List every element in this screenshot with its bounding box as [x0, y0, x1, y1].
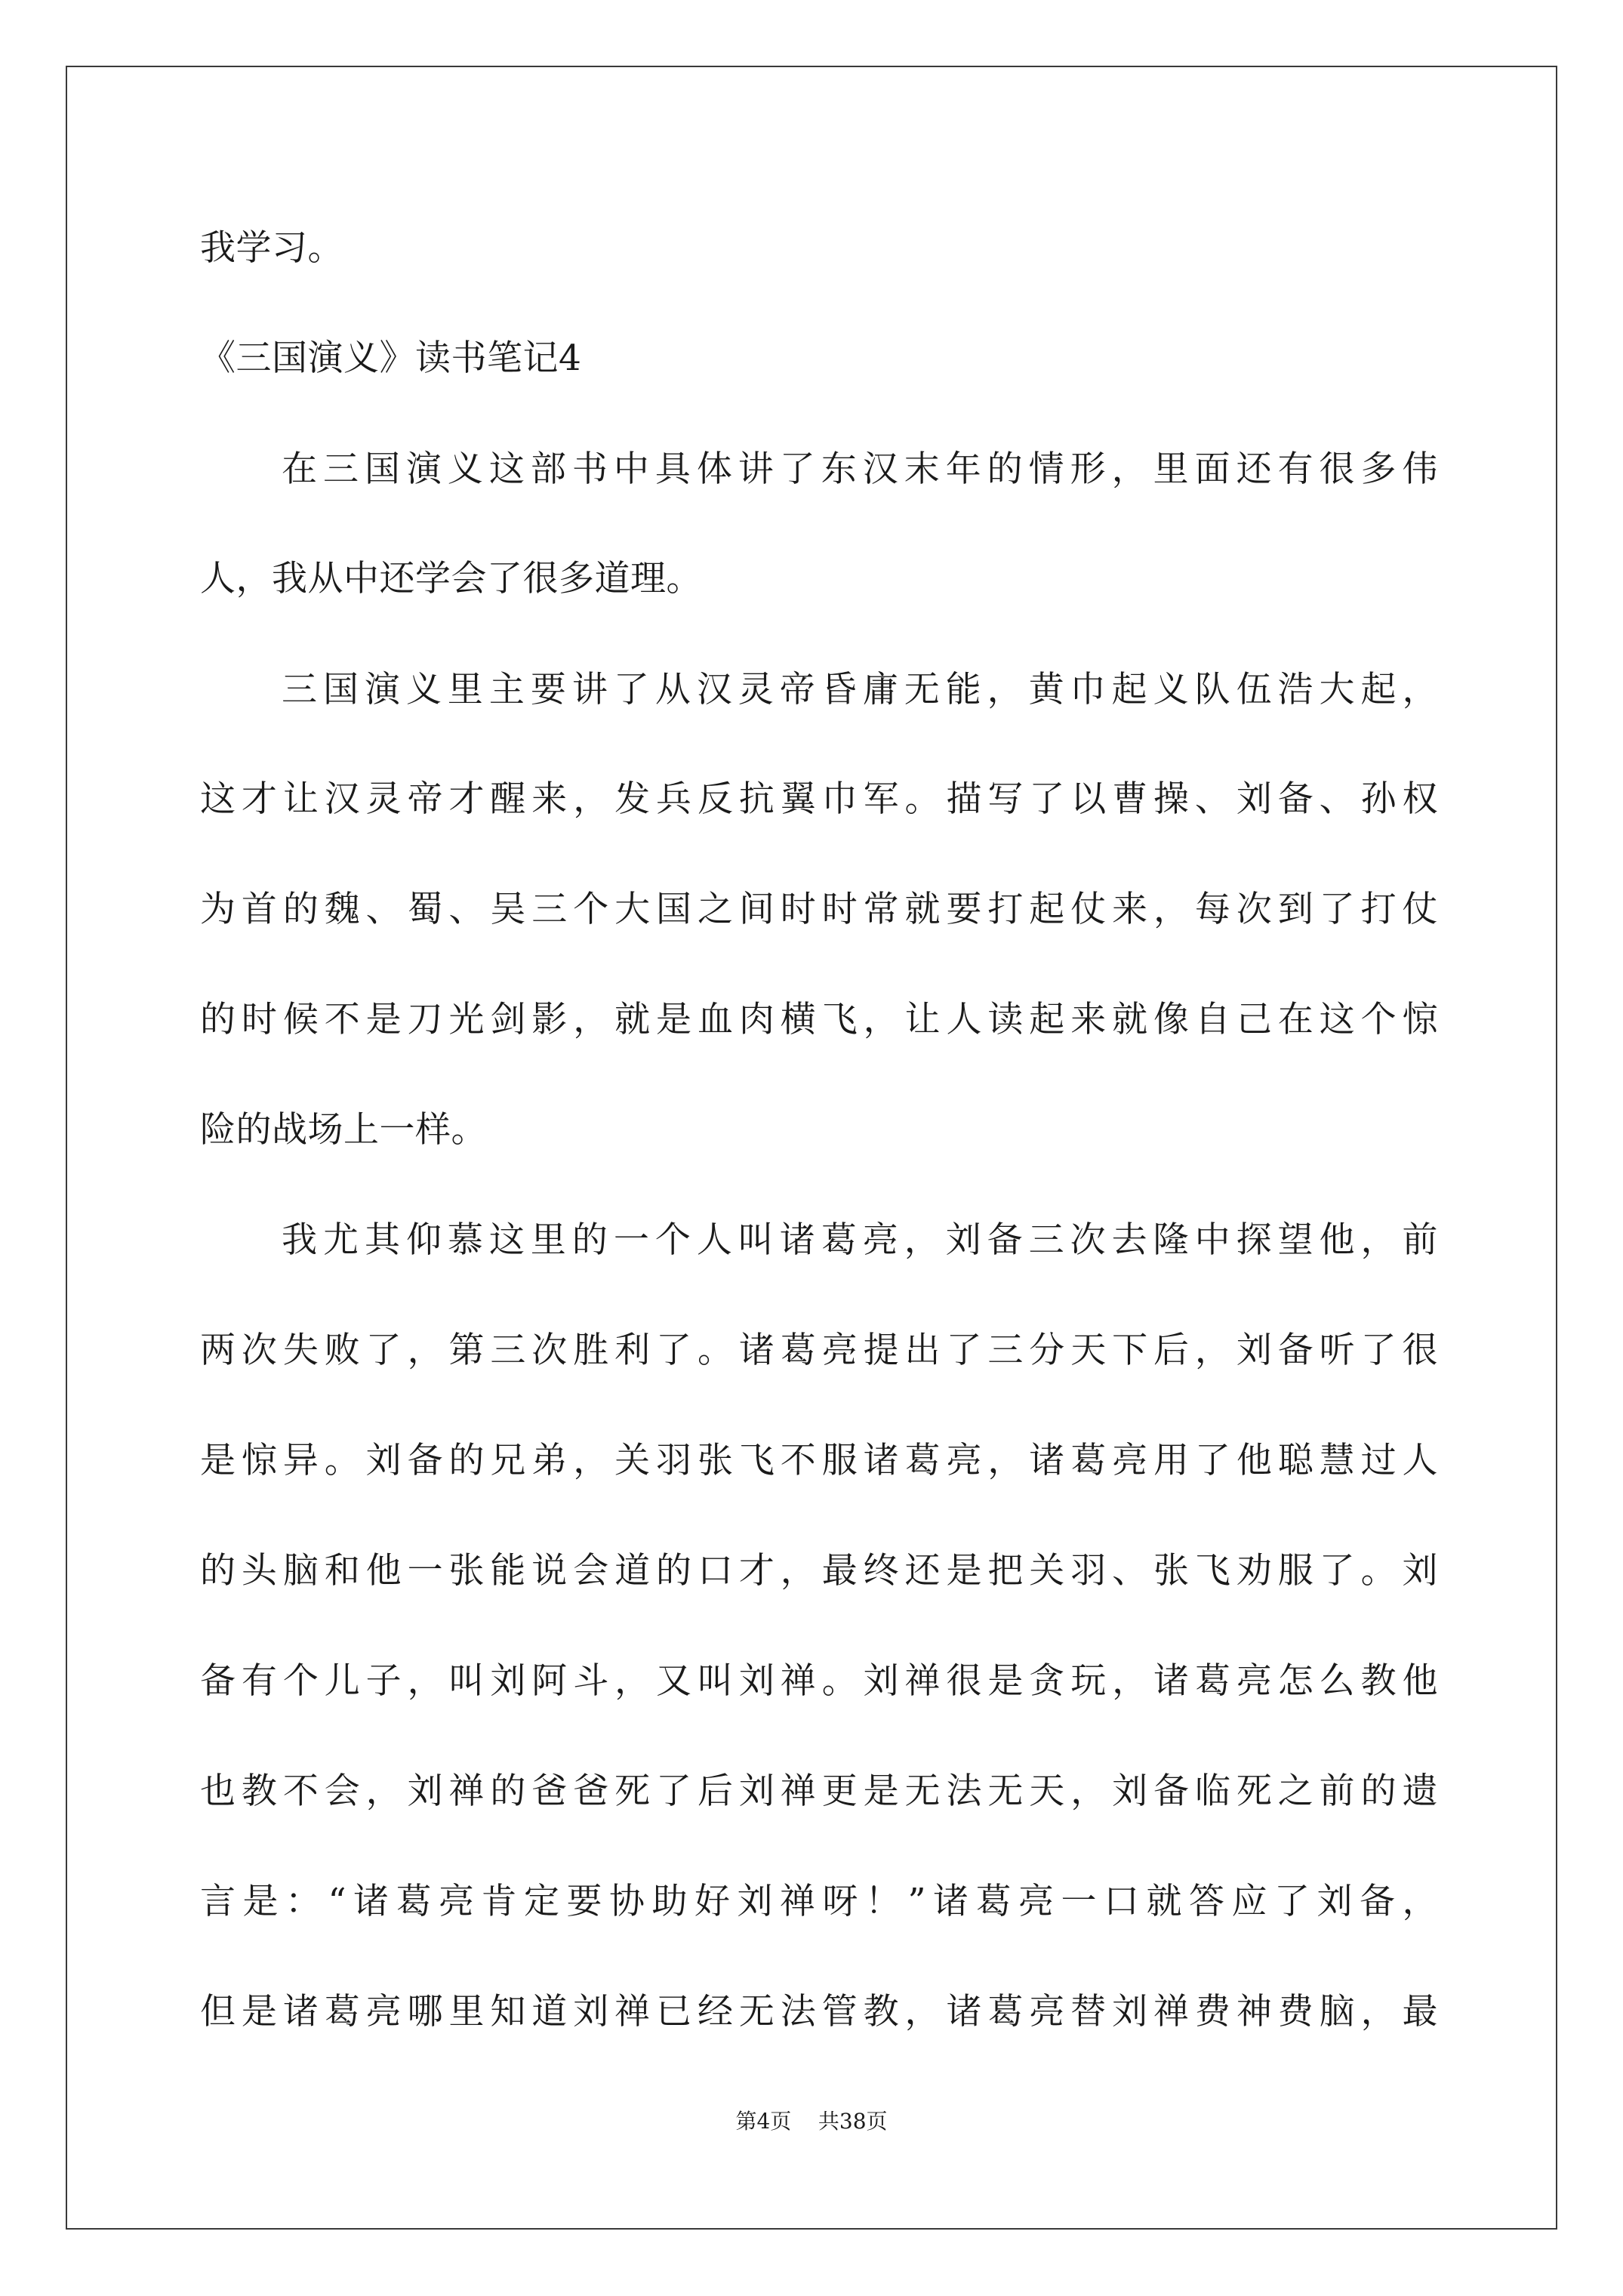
paragraph-line: 但是诸葛亮哪里知道刘禅已经无法管教，诸葛亮替刘禅费神费脑，最 [200, 1991, 1438, 2032]
paragraph-line: 我尤其仰慕这里的一个人叫诸葛亮，刘备三次去隆中探望他，前 [282, 1219, 1438, 1261]
section-heading: 《三国演义》读书笔记4 [200, 337, 582, 379]
paragraph-line: 两次失败了，第三次胜利了。诸葛亮提出了三分天下后，刘备听了很 [200, 1330, 1438, 1371]
paragraph-line: 备有个儿子，叫刘阿斗，又叫刘禅。刘禅很是贪玩，诸葛亮怎么教他 [200, 1660, 1438, 1702]
paragraph-line: 的时候不是刀光剑影，就是血肉横飞，让人读起来就像自己在这个惊 [200, 999, 1438, 1040]
paragraph-line: 为首的魏、蜀、吴三个大国之间时时常就要打起仗来，每次到了打仗 [200, 889, 1438, 930]
paragraph-line: 在三国演义这部书中具体讲了东汉末年的情形，里面还有很多伟 [282, 448, 1438, 490]
paragraph-line: 是惊异。刘备的兄弟，关羽张飞不服诸葛亮，诸葛亮用了他聪慧过人 [200, 1440, 1438, 1481]
paragraph-line: 人，我从中还学会了很多道理。 [200, 558, 702, 599]
paragraph-line: 这才让汉灵帝才醒来，发兵反抗翼巾军。描写了以曹操、刘备、孙权 [200, 778, 1438, 820]
text-line: 我学习。 [200, 227, 343, 269]
page-footer [0, 2108, 1623, 2135]
paragraph-line: 险的战场上一样。 [200, 1109, 487, 1151]
paragraph-line: 的头脑和他一张能说会道的口才，最终还是把关羽、张飞劝服了。刘 [200, 1550, 1438, 1592]
page-number: 第4页 [735, 2109, 792, 2134]
paragraph-line: 三国演义里主要讲了从汉灵帝昏庸无能，黄巾起义队伍浩大起， [282, 669, 1438, 710]
paragraph-line: 也教不会，刘禅的爸爸死了后刘禅更是无法无天，刘备临死之前的遗 [200, 1771, 1438, 1812]
page-total: 共38页 [818, 2109, 888, 2134]
paragraph-line: 言是：“诸葛亮肯定要协助好刘禅呀！”诸葛亮一口就答应了刘备， [200, 1881, 1438, 1922]
